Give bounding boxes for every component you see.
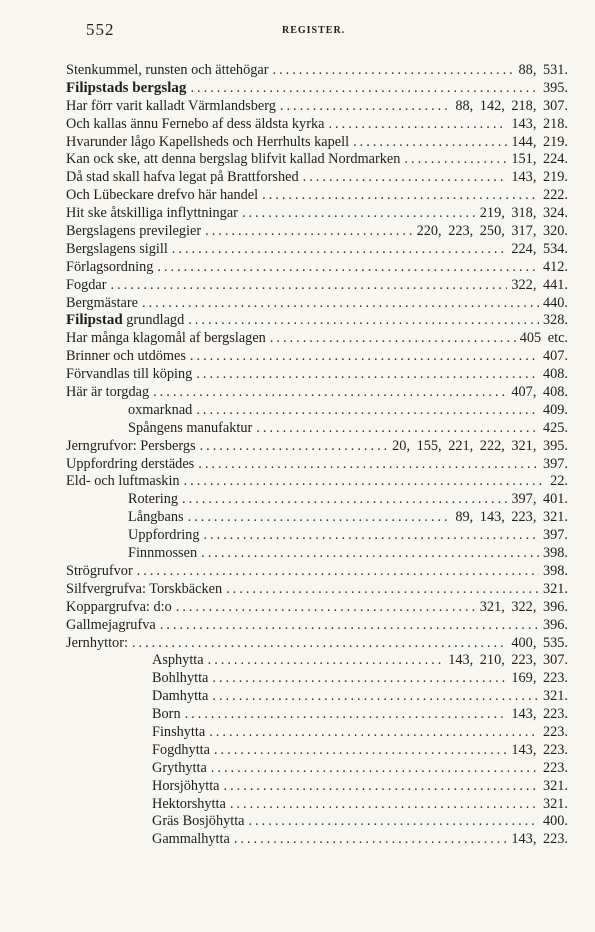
index-entry [66, 241, 568, 259]
index-entry [66, 509, 568, 527]
entry-label: Uppfordring [128, 527, 200, 544]
leader-dots [242, 205, 476, 223]
leader-dots [188, 312, 539, 330]
entry-pages: 321, 322, 396. [479, 598, 568, 615]
entry-pages: 143, 219. [511, 169, 568, 186]
entry-label: Gammalhytta [152, 831, 230, 848]
index-entry [66, 259, 568, 277]
leader-dots [328, 116, 507, 134]
leader-dots [208, 652, 445, 670]
index-entry [66, 599, 568, 617]
entry-pages: 88, 531. [518, 62, 568, 78]
entry-pages: 169, 223. [511, 670, 568, 687]
entry-pages: 321. [542, 580, 568, 597]
leader-dots [230, 796, 539, 814]
entry-label: Gräs Bosjöhytta [152, 813, 245, 830]
entry-label: Och Lübeckare drefvo här handel [66, 187, 259, 204]
leader-dots [205, 223, 412, 241]
index-entries [66, 62, 568, 849]
entry-label: Born [152, 706, 181, 723]
leader-dots [182, 491, 507, 509]
index-entry [66, 831, 568, 849]
index-entry [66, 473, 568, 491]
entry-label: Förvandlas till köping [66, 366, 193, 383]
index-entry [66, 62, 568, 80]
entry-pages: 89, 143, 223, 321. [455, 509, 568, 526]
leader-dots [132, 635, 507, 653]
entry-pages: 412. [542, 258, 568, 275]
entry-pages: 408. [542, 366, 568, 383]
entry-pages: 20, 155, 221, 222, 321, 395. [392, 437, 568, 454]
entry-pages: 151, 224. [511, 151, 568, 168]
entry-label: Filipstad grundlagd [66, 312, 185, 329]
entry-pages: 405 etc. [519, 330, 568, 347]
entry-label: Damhytta [152, 688, 209, 705]
entry-label: Brinner och utdömes [66, 348, 186, 365]
index-entry [66, 527, 568, 545]
entry-pages: 397, 401. [511, 491, 568, 508]
entry-label: Asphytta [152, 652, 204, 669]
index-entry [66, 760, 568, 778]
entry-pages: 143, 218. [511, 115, 568, 132]
index-entry [66, 491, 568, 509]
entry-label: Grythytta [152, 759, 207, 776]
index-entry [66, 80, 568, 98]
leader-dots [190, 348, 539, 366]
index-entry [66, 796, 568, 814]
entry-pages: 322, 441. [511, 276, 568, 293]
entry-pages: 321. [542, 688, 568, 705]
index-entry [66, 688, 568, 706]
index-entry [66, 366, 568, 384]
entry-pages: 409. [542, 401, 568, 418]
index-entry [66, 635, 568, 653]
leader-dots [157, 259, 539, 277]
leader-dots [212, 670, 507, 688]
entry-label: Kan ock ske, att denna bergslag blifvit kallad Nordmarken [66, 151, 401, 168]
entry-pages: 396. [542, 616, 568, 633]
leader-dots [201, 545, 539, 563]
index-entry [66, 617, 568, 635]
leader-dots [262, 187, 539, 205]
entry-pages: 400, 535. [511, 634, 568, 651]
leader-dots [160, 617, 539, 635]
leader-dots [176, 599, 476, 617]
entry-pages: 425. [542, 419, 568, 436]
entry-label: Koppargrufva: d:o [66, 598, 172, 615]
entry-pages: 223. [542, 723, 568, 740]
entry-label: Uppfordring derstädes [66, 455, 195, 472]
leader-dots [280, 98, 451, 116]
leader-dots [273, 62, 515, 80]
index-entry [66, 813, 568, 831]
index-entry [66, 563, 568, 581]
leader-dots [214, 742, 507, 760]
entry-label: Gallmejagrufva [66, 616, 156, 633]
entry-pages: 328. [542, 312, 568, 329]
entry-label: Bohlhytta [152, 670, 209, 687]
leader-dots [172, 241, 508, 259]
index-entry [66, 581, 568, 599]
index-entry [66, 116, 568, 134]
entry-pages: 398. [542, 545, 568, 562]
leader-dots [226, 581, 539, 599]
entry-label: Horsjöhytta [152, 777, 220, 794]
entry-pages: 321. [542, 777, 568, 794]
running-head: REGISTER. [282, 25, 346, 36]
leader-dots [212, 688, 539, 706]
leader-dots [142, 295, 539, 313]
index-entry [66, 330, 568, 348]
entry-pages: 321. [542, 795, 568, 812]
leader-dots [196, 402, 539, 420]
entry-label: Förlagsordning [66, 258, 154, 275]
index-entry [66, 295, 568, 313]
leader-dots [211, 760, 539, 778]
leader-dots [190, 80, 539, 98]
entry-pages: 398. [542, 562, 568, 579]
entry-label: oxmarknad [128, 401, 193, 418]
entry-label: Hit ske åtskilliga inflyttningar [66, 205, 238, 222]
leader-dots [209, 724, 539, 742]
leader-dots [404, 151, 507, 169]
leader-dots [198, 456, 539, 474]
leader-dots [188, 509, 452, 527]
entry-label: Strögrufvor [66, 562, 133, 579]
leader-dots [256, 420, 539, 438]
leader-dots [200, 438, 389, 456]
leader-dots [249, 813, 539, 831]
entry-label: Stenkummel, runsten och ättehögar [66, 62, 269, 78]
leader-dots [111, 277, 508, 295]
entry-label: Jernhyttor: [66, 634, 128, 651]
leader-dots [185, 706, 508, 724]
entry-pages: 143, 223. [511, 831, 568, 848]
entry-label: Hvarunder lågo Kapellsheds och Herrhults kapell [66, 133, 350, 150]
index-entry [66, 348, 568, 366]
entry-pages: 395. [542, 79, 568, 96]
leader-dots [184, 473, 547, 491]
entry-label: Här är torgdag [66, 384, 150, 401]
entry-pages: 397. [542, 455, 568, 472]
index-entry [66, 742, 568, 760]
page-number: 552 [86, 20, 115, 39]
leader-dots [203, 527, 538, 545]
entry-pages: 397. [542, 527, 568, 544]
entry-pages: 88, 142, 218, 307. [455, 97, 568, 114]
index-entry [66, 724, 568, 742]
entry-pages: 143, 223. [511, 741, 568, 758]
index-entry [66, 402, 568, 420]
entry-pages: 224, 534. [511, 240, 568, 257]
index-entry [66, 384, 568, 402]
leader-dots [224, 778, 539, 796]
entry-pages: 143, 223. [511, 706, 568, 723]
entry-pages: 22. [550, 473, 568, 490]
index-entry [66, 151, 568, 169]
leader-dots [196, 366, 539, 384]
entry-label: Har många klagomål af bergslagen [66, 330, 266, 347]
index-entry [66, 420, 568, 438]
leader-dots [234, 831, 508, 849]
entry-pages: 219, 318, 324. [479, 205, 568, 222]
entry-label: Fogdar [66, 276, 107, 293]
entry-pages: 407, 408. [511, 384, 568, 401]
leader-dots [353, 134, 507, 152]
index-entry [66, 456, 568, 474]
entry-label: Rotering [128, 491, 179, 508]
index-entry [66, 438, 568, 456]
entry-pages: 223. [542, 759, 568, 776]
index-entry [66, 545, 568, 563]
index-entry [66, 277, 568, 295]
leader-dots [153, 384, 507, 402]
index-entry [66, 652, 568, 670]
entry-pages: 144, 219. [511, 133, 568, 150]
entry-label: Har förr varit kalladt Värmlandsberg [66, 97, 276, 114]
entry-label: Bergmästare [66, 294, 138, 311]
index-entry [66, 312, 568, 330]
leader-dots [137, 563, 539, 581]
entry-label: Jerngrufvor: Persbergs [66, 437, 196, 454]
leader-dots [270, 330, 516, 348]
entry-pages: 407. [542, 348, 568, 365]
entry-pages: 220, 223, 250, 317, 320. [416, 223, 568, 240]
index-entry [66, 187, 568, 205]
entry-label: Bergslagens previlegier [66, 223, 202, 240]
leader-dots [303, 169, 508, 187]
index-entry [66, 778, 568, 796]
entry-label: Finnmossen [128, 545, 198, 562]
index-entry [66, 223, 568, 241]
index-entry [66, 670, 568, 688]
entry-label: Och kallas ännu Fernebo af dess äldsta kyrka [66, 115, 325, 132]
entry-label: Finshytta [152, 723, 206, 740]
index-entry [66, 134, 568, 152]
entry-label: Silfvergrufva: Torskbäcken [66, 580, 223, 597]
entry-label: Spångens manufaktur [128, 419, 253, 436]
entry-pages: 440. [542, 294, 568, 311]
entry-label: Hektorshytta [152, 795, 226, 812]
entry-pages: 400. [542, 813, 568, 830]
index-entry [66, 98, 568, 116]
entry-label: Bergslagens sigill [66, 240, 168, 257]
entry-label: Filipstads bergslag [66, 79, 187, 96]
index-entry [66, 706, 568, 724]
entry-pages: 143, 210, 223, 307. [448, 652, 568, 669]
entry-label: Eld- och luftmaskin [66, 473, 180, 490]
entry-label: Fogdhytta [152, 741, 210, 758]
index-entry [66, 205, 568, 223]
index-entry [66, 169, 568, 187]
entry-label: Långbans [128, 509, 184, 526]
entry-pages: 222. [542, 187, 568, 204]
page-header [86, 20, 566, 42]
entry-label: Då stad skall hafva legat på Brattforshed [66, 169, 299, 186]
